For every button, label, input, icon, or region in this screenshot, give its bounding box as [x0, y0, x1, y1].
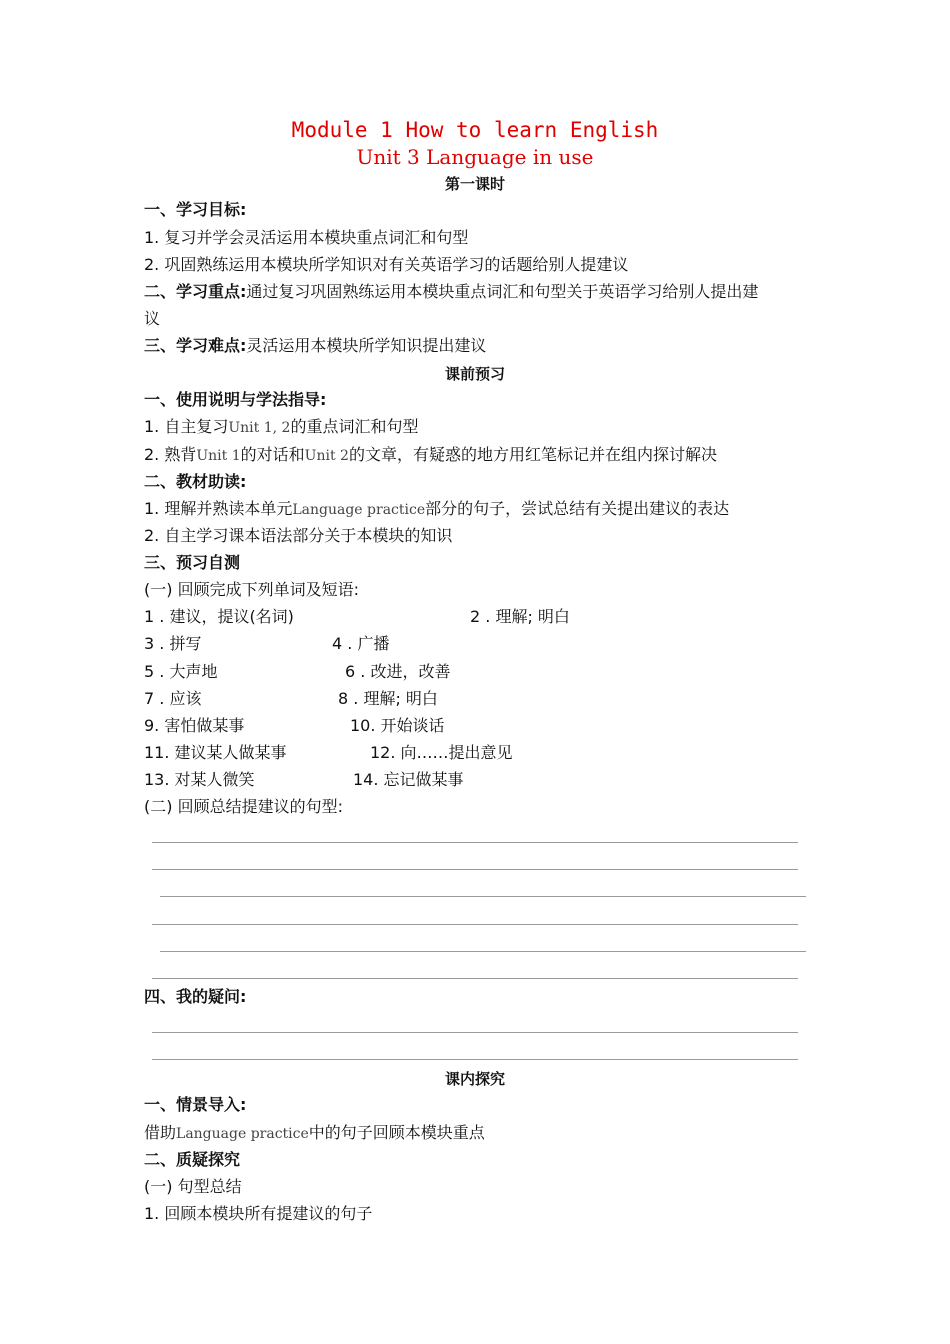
- instructions-item-1: [144, 416, 418, 439]
- textbook-item-1-rest: 部分的句子，尝试总结有关提出建议的表达: [425, 499, 730, 518]
- instructions-item-2-unit2: Unit 2: [304, 448, 349, 464]
- instructions-item-2-rest: 的文章，有疑惑的地方用红笔标记并在组内探讨解决: [348, 445, 717, 464]
- key-points: [144, 281, 758, 303]
- intro-text: [144, 1122, 485, 1145]
- word-item: 7 . 应该: [144, 689, 202, 708]
- inclass-heading: 课内探究: [444, 1070, 505, 1088]
- answer-line[interactable]: [152, 978, 798, 979]
- answer-line[interactable]: [152, 1059, 798, 1060]
- word-item: 1 . 建议，提议(名词): [144, 607, 294, 626]
- word-item: 10. 开始谈话: [350, 716, 445, 735]
- self-test-part-1: (一) 回顾完成下列单词及短语:: [144, 580, 359, 599]
- unit-title: Unit 3 Language in use: [356, 145, 594, 169]
- key-points-text: 通过复习巩固熟练运用本模块重点词汇和句型关于英语学习给别人提出建: [246, 282, 759, 301]
- answer-line[interactable]: [152, 924, 798, 925]
- module-title: Module 1 How to learn English: [291, 118, 659, 142]
- word-item: 14. 忘记做某事: [353, 770, 464, 789]
- goal-item-1: 1. 复习并学会灵活运用本模块重点词汇和句型: [144, 228, 469, 247]
- key-points-heading: 二、学习重点:: [144, 282, 247, 301]
- intro-heading: 一、情景导入:: [144, 1095, 247, 1114]
- instructions-heading: 一、使用说明与学法指导:: [144, 390, 327, 409]
- intro-text-start: 借助: [144, 1123, 177, 1142]
- answer-line[interactable]: [160, 951, 806, 952]
- word-item: 4 . 广播: [332, 634, 390, 653]
- inquiry-heading: 二、质疑探究: [144, 1150, 241, 1169]
- instructions-item-2-mid: 的对话和: [240, 445, 305, 464]
- difficulties-text: 灵活运用本模块所学知识提出建议: [246, 336, 487, 355]
- intro-text-rest: 中的句子回顾本模块重点: [308, 1123, 485, 1142]
- word-item: 11. 建议某人做某事: [144, 743, 287, 762]
- instructions-item-1-rest: 的重点词汇和句型: [290, 417, 419, 436]
- inquiry-item-1: 1. 回顾本模块所有提建议的句子: [144, 1204, 373, 1223]
- difficulties-heading: 三、学习难点:: [144, 336, 247, 355]
- word-item: 3 . 拼写: [144, 634, 202, 653]
- difficulties: [144, 335, 486, 357]
- inquiry-part-1: (一) 句型总结: [144, 1177, 242, 1196]
- word-item: 13. 对某人微笑: [144, 770, 255, 789]
- instructions-item-2-text: 2. 熟背: [144, 445, 197, 464]
- instructions-item-2: [144, 444, 717, 467]
- word-item: 12. 向……提出意见: [370, 743, 513, 762]
- word-item: 8 . 理解; 明白: [338, 689, 438, 708]
- answer-line[interactable]: [152, 869, 798, 870]
- preview-heading: 课前预习: [444, 365, 505, 383]
- questions-heading: 四、我的疑问:: [144, 987, 247, 1006]
- word-item: 9. 害怕做某事: [144, 716, 245, 735]
- goals-heading: 一、学习目标:: [144, 200, 247, 219]
- key-points-text-cont: 议: [144, 309, 161, 328]
- answer-line[interactable]: [152, 1032, 798, 1033]
- answer-line[interactable]: [152, 842, 798, 843]
- self-test-heading: 三、预习自测: [144, 553, 241, 572]
- instructions-item-1-text: 1. 自主复习: [144, 417, 229, 436]
- textbook-item-1-term: Language practice: [292, 502, 426, 518]
- goal-item-2: 2. 巩固熟练运用本模块所学知识对有关英语学习的话题给别人提建议: [144, 255, 629, 274]
- word-item: 2 . 理解; 明白: [470, 607, 570, 626]
- word-item: 5 . 大声地: [144, 662, 218, 681]
- textbook-heading: 二、教材助读:: [144, 472, 247, 491]
- textbook-item-1: [144, 498, 729, 521]
- instructions-item-1-unit: Unit 1, 2: [228, 420, 291, 436]
- answer-line[interactable]: [160, 896, 806, 897]
- intro-text-term: Language practice: [176, 1126, 309, 1142]
- instructions-item-2-unit1: Unit 1: [196, 448, 241, 464]
- lesson-title: 第一课时: [444, 175, 505, 193]
- textbook-item-1-text: 1. 理解并熟读本单元: [144, 499, 293, 518]
- textbook-item-2: 2. 自主学习课本语法部分关于本模块的知识: [144, 526, 453, 545]
- word-item: 6 . 改进，改善: [345, 662, 451, 681]
- self-test-part-2: (二) 回顾总结提建议的句型:: [144, 797, 343, 816]
